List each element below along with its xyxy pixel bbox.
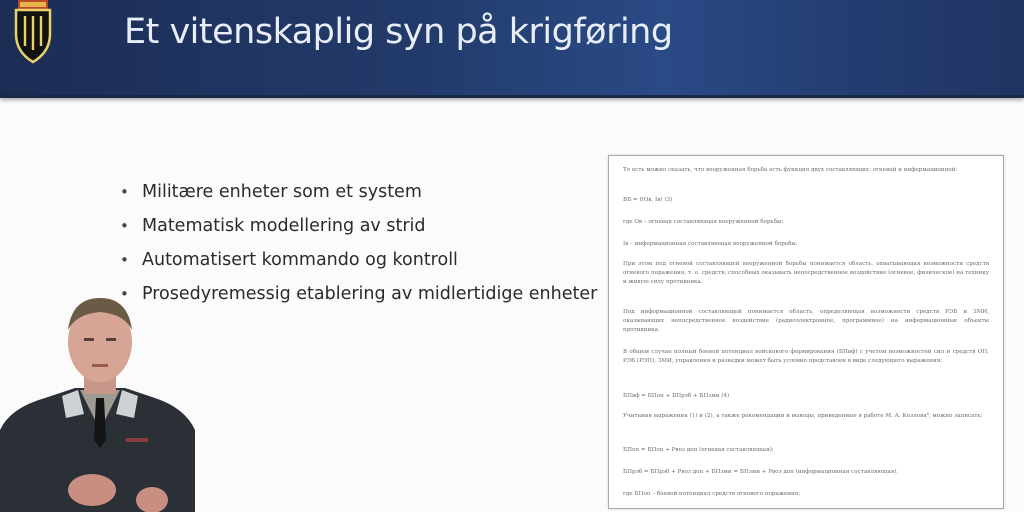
doc-paragraph: То есть можно сказать, что вооруженная борьба есть функция двух составляющих: огневой и информационной: <box>623 167 958 173</box>
doc-formula: БПвф = БПоп + БПрэб + БПзми (4) <box>623 393 730 399</box>
doc-formula: БПрэб = БПрэб + Pвоз доп + БПзми = БПзми + Pвоз доп (информационная составляющая), <box>623 469 899 475</box>
bullet-item: • Prosedyremessig etablering av midlertidige enheter <box>120 280 597 314</box>
doc-paragraph: Учитывая выражения (1) и (2), а также рекомендации и выводы, приведенные в работе М. А. Козлова⁸, можно записать: <box>623 413 983 419</box>
doc-formula: ВБ = f(Oв, Iв) (3) <box>623 197 673 203</box>
doc-paragraph: В общем случае полный боевой потенциал войскового формирования (БПвф) с учетом возможностей сил и средств ОП, РЭБ (РЭП), ЗМИ, управления и разведки может быть условно представлен в виде следующего выражения: <box>623 349 989 364</box>
bullet-item: • Matematisk modellering av strid <box>120 212 597 246</box>
doc-paragraph: Под информационной составляющей понимается область, определяющая возможности средств РЭБ и ЗМИ, оказывающих непосредственное воздействие (радиоэлектронное, программное) на информационные объекты противника. <box>623 309 989 333</box>
document-excerpt <box>608 155 1004 509</box>
doc-paragraph: где Oв – огневая составляющая вооруженной борьбы; <box>623 219 784 225</box>
bullet-item: • Militære enheter som et system <box>120 178 597 212</box>
slide-header <box>0 0 1024 98</box>
doc-formula: БПоп = БПоп + Pвоз доп (огневая составляющая); <box>623 447 774 453</box>
slide-title: Et vitenskaplig syn på krigføring <box>124 12 673 52</box>
armed-forces-shield-icon <box>10 0 56 64</box>
doc-paragraph: где БПоп – боевой потенциал средств огневого поражения; <box>623 491 801 497</box>
presenter-video <box>0 290 200 512</box>
bullet-item: • Automatisert kommando og kontroll <box>120 246 597 280</box>
doc-paragraph: Iв – информационная составляющая вооруженной борьбы. <box>623 241 798 247</box>
doc-paragraph: При этом под огневой составляющей вооруженной борьбы понимается область, охватывающая возможности средств огневого поражения, т. е. средств, способных оказывать непосредственное воздействие (огневое, физическое) на технику и живую силу противника. <box>623 261 989 285</box>
